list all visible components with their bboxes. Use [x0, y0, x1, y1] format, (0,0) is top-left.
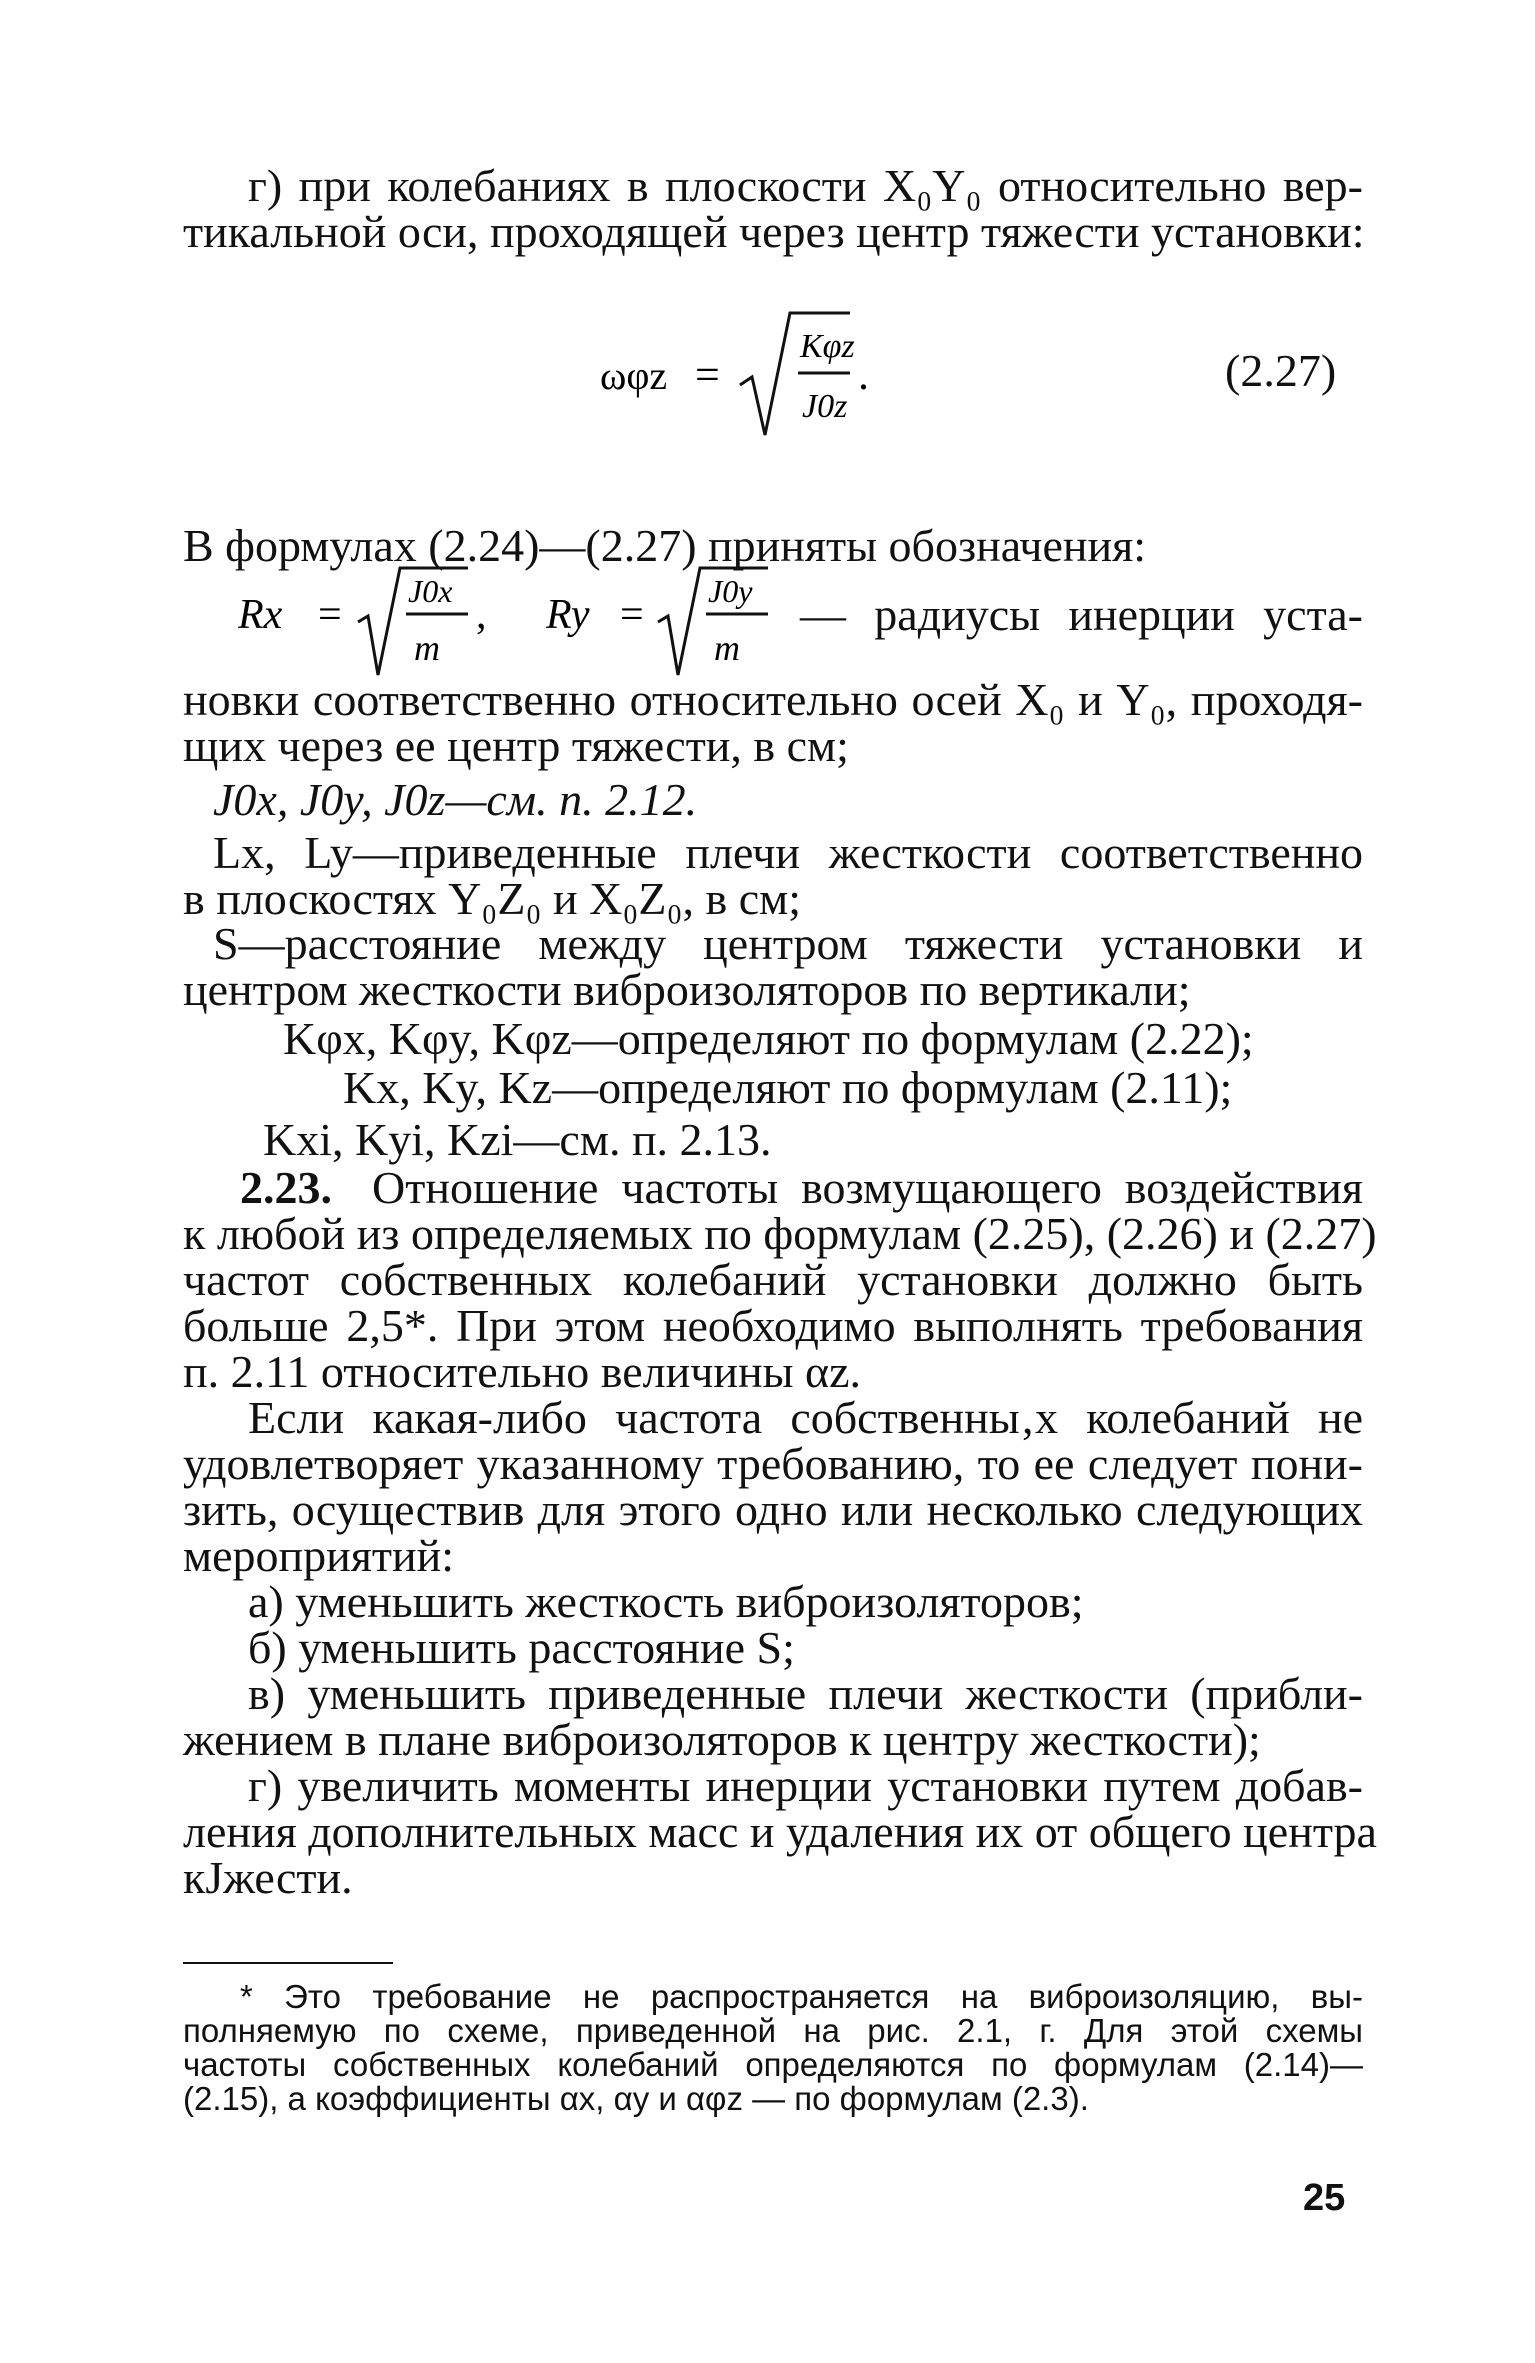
measure-v-line2: жением в плане виброизоляторов к центру жесткости); [183, 1714, 1261, 1765]
section-223-line4: больше 2,5*. При этом необходимо выполнять требования [183, 1300, 1363, 1351]
footnote-line3: частоты собственных колебаний определяются по формулам (2.14)— [183, 2046, 1363, 2083]
measure-v-line1: в) уменьшить приведенные плечи жесткости (прибли- [248, 1668, 1363, 1719]
page-number: 25 [1303, 2177, 1346, 2219]
if-line2: удовлетворяет указанному требованию, то ее следует пони- [183, 1438, 1363, 1489]
measure-g-line3: кJжести. [183, 1852, 353, 1903]
comma: , [476, 592, 487, 638]
rx-label: Rx [238, 592, 283, 638]
radius-line2: новки соответственно относительно осей X₀ и Y₀, проходя- [183, 674, 1363, 725]
formula-denominator: J0z [802, 388, 848, 425]
measure-g-line2: ления дополнительных масс и удаления их от общего центра [183, 1806, 1377, 1857]
ry-denominator: m [714, 628, 740, 668]
ry-label: Ry [546, 592, 590, 638]
if-line4: мероприятий: [183, 1530, 455, 1581]
footnote-line4: (2.15), а коэффициенты αx, αy и αφz — по формулам (2.3). [183, 2080, 1089, 2117]
radius-formula [238, 560, 798, 690]
equals-sign: = [318, 592, 342, 638]
radius-tail: — радиусы инерции уста- [800, 589, 1363, 640]
if-line3: зить, осуществив для этого одно или несколько следующих [183, 1484, 1363, 1535]
notation-intro: В формулах (2.24)—(2.27) приняты обозначения: [183, 520, 1147, 571]
paragraph-g-line1: г) при колебаниях в плоскости X₀Y₀ относительно вер- [248, 160, 1363, 211]
s-line1: S—расстояние между центром тяжести установки и [213, 918, 1363, 969]
footnote-separator [183, 1962, 393, 1964]
section-223-line3: частот собственных колебаний установки должно быть [183, 1254, 1363, 1305]
equation-number: (2.27) [1225, 345, 1337, 396]
section-number: 2.23. [240, 1162, 332, 1213]
formula-numerator: Kφz [800, 328, 855, 365]
rx-denominator: m [414, 628, 440, 668]
measure-a: а) уменьшить жесткость виброизоляторов; [248, 1576, 1084, 1627]
equals-sign: = [620, 592, 644, 638]
section-223-line2: к любой из определяемых по формулам (2.25), (2.26) и (2.27) [183, 1208, 1377, 1259]
ki-definition: Kxi, Kyi, Kzi—см. п. 2.13. [263, 1114, 772, 1165]
formula-2-27 [600, 305, 960, 445]
footnote-line1: * Это требование не распространяется на виброизоляцию, вы- [240, 1978, 1363, 2015]
rx-numerator: J0x [408, 573, 453, 609]
formula-lhs: ωφz [600, 353, 668, 398]
paragraph-g-line2: тикальной оси, проходящей через центр тяжести установки: [183, 206, 1365, 257]
section-223-line5: п. 2.11 относительно величины αz. [183, 1346, 862, 1397]
formula-period: . [858, 350, 869, 399]
section-223-line1: Отношение частоты возмущающего воздействия [372, 1162, 1363, 1213]
ry-numerator: J0y [708, 573, 753, 609]
measure-g-line1: г) увеличить моменты инерции установки путем добав- [248, 1760, 1363, 1811]
k-definition: Kx, Ky, Kz—определяют по формулам (2.11); [343, 1062, 1233, 1113]
arms-line2: в плоскостях Y₀Z₀ и X₀Z₀, в см; [183, 873, 802, 924]
s-line2: центром жесткости виброизоляторов по вертикали; [183, 964, 1191, 1015]
formula-equals: = [695, 350, 720, 399]
kphi-definition: Kφx, Kφy, Kφz—определяют по формулам (2.22); [283, 1013, 1254, 1064]
measure-b: б) уменьшить расстояние S; [248, 1622, 795, 1673]
if-line1: Если какая-либо частота собственны‚х колебаний не [248, 1392, 1363, 1443]
arms-line1: Lx, Ly—приведенные плечи жесткости соответственно [213, 827, 1363, 878]
moments-definition: J0x, J0y, J0z—см. п. 2.12. [213, 774, 698, 825]
radius-line3: щих через ее центр тяжести, в см; [183, 720, 849, 771]
footnote-line2: полняемую по схеме, приведенной на рис. 2.1, г. Для этой схемы [183, 2012, 1363, 2049]
